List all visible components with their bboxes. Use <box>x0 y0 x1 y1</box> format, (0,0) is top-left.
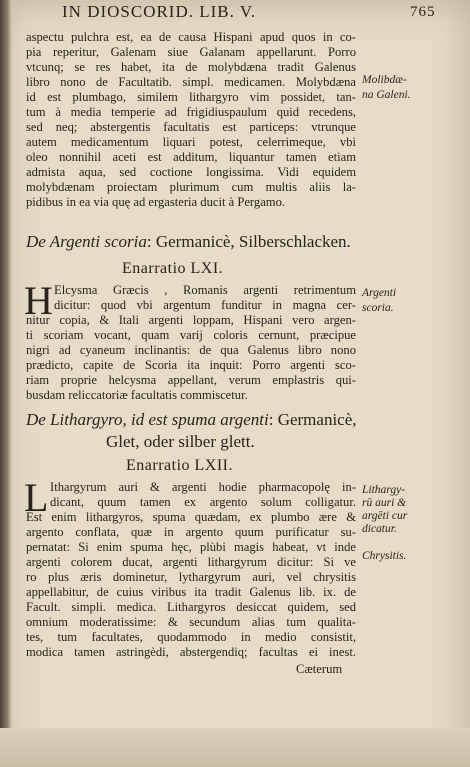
text-line: tes, tum facultates, quodammodo in medio consistit, <box>26 630 356 644</box>
margin-note: rū auri & <box>362 497 407 509</box>
text-line: pia reperitur, Galenam siue Galanam appellarunt. Porro <box>26 45 356 59</box>
text-line: Ithargyrum auri & argenti hodie pharmacopolę in- <box>50 480 356 494</box>
margin-note: Lithargy- <box>362 484 406 496</box>
margin-note: Molibdæ- <box>362 74 407 86</box>
text-line: oleo nonnihil aceti est additum, liquantur tamen etiam <box>26 150 356 164</box>
text-line: argenti colorem ducat, argenti lithargyrum dicitur: Si ve <box>26 555 356 569</box>
margin-note: dicatur. <box>362 523 397 535</box>
margin-note: na Galeni. <box>362 89 411 101</box>
section-heading-lithargyro <box>26 410 357 430</box>
catchword: Cæterum <box>296 662 343 676</box>
text-line: prædicto, capite de Scoria ita inquit: Porro argenti sco- <box>26 358 356 372</box>
text-line: pidibus in ea via quę ad ergasteria ducit à Pergamo. <box>26 195 286 209</box>
text-line: vtcunq; se res habet, ita de molybdæna tradit Galenus <box>26 60 356 74</box>
enarratio-heading: Enarratio LXII. <box>126 457 234 474</box>
drop-cap: H <box>24 278 53 323</box>
text-line: omnium moderatissime: & secundum alias tum qualita- <box>26 615 356 629</box>
page-number: 765 <box>410 4 436 20</box>
text-line: modica tamen astringèdi, abstergendiq; facultas ei inest. <box>26 645 356 659</box>
text-line: autem medicamentum liquari potest, celerrimeque, vbi <box>26 135 356 149</box>
text-line: molybdænam proiectam plurimum cum multis aliis la- <box>26 180 356 194</box>
text-line: riam proprie helcysma appellant, verum emplastris qui- <box>26 373 356 387</box>
text-line: dicant, quum tamen ex argento solum colligatur. <box>50 495 356 509</box>
text-line: admista aqua, sed coctione longissima. Vidi equidem <box>26 165 356 179</box>
heading-italic: De Argenti scoria <box>26 232 147 251</box>
section-heading-argenti-scoria <box>26 232 351 252</box>
running-title: IN DIOSCORID. LIB. V. <box>62 2 257 21</box>
text-line: ro plus æris dominetur, lythargyrum auri, vel chrysitis <box>26 570 356 584</box>
text-line: appellabitur, de cuius viribus ita tradit Galenus lib. ix. de <box>26 585 356 599</box>
text-line: pernatat: Si enim spuma hęc, plùbi magis habeat, vt inde <box>26 540 356 554</box>
text-line: nigri ad cyaneum inclinantis: de qua Galenus libro nono <box>26 343 356 357</box>
margin-note: Argenti <box>362 287 397 299</box>
text-line: busdam reliccatoriæ facultatis commiscetur. <box>26 388 248 402</box>
page-bottom-margin <box>0 728 470 767</box>
section-heading-line2: Glet, oder silber glett. <box>106 432 255 451</box>
text-line: aspectu pulchra est, ea de causa Hispani apud quos in co- <box>26 30 356 44</box>
text-line: Est enim lithargyros, spuma quædam, ex plumbo ære & <box>26 510 356 524</box>
text-line: libro nono de Facultatib. simpl. medicamen. Molybdæna <box>26 75 356 89</box>
text-line: nitur copia, & Itali argenti loppam, Hispani vero argen- <box>26 313 356 327</box>
margin-note: scoria. <box>362 302 394 314</box>
text-line: tum à media temperie ad frigidiuspaulum quid recedens, <box>26 105 356 119</box>
text-line: id est plumbago, similem lithargyro vim possidet, tan- <box>26 90 356 104</box>
text-line: dicitur: quod vbi argentum funditur in magna cer- <box>54 298 356 312</box>
text-line: sed neq; abstergentis facultatis est particeps: vtrunque <box>26 120 356 134</box>
page-gutter-shadow <box>0 0 12 767</box>
heading-rest: : Germanicè, Silberschlacken. <box>146 232 351 251</box>
text-line: argento conflata, quæ in argento quum purificatur su- <box>26 525 356 539</box>
drop-cap: L <box>24 475 49 520</box>
text-line: Facult. simpli. medica. Lithargyros desiccat quidem, sed <box>26 600 356 614</box>
heading-italic: De Lithargyro, id est spuma argenti <box>26 410 269 429</box>
text-line: ti scoriam vocant, quam varij coloris cernunt, præcipue <box>26 328 356 342</box>
margin-note: Chrysitis. <box>362 550 407 562</box>
text-line: Elcysma Græcis , Romanis argenti retrimentum <box>54 283 356 297</box>
enarratio-heading: Enarratio LXI. <box>122 260 224 277</box>
margin-note: argēti cur <box>362 510 408 522</box>
heading-rest: : Germanicè, <box>268 410 357 429</box>
